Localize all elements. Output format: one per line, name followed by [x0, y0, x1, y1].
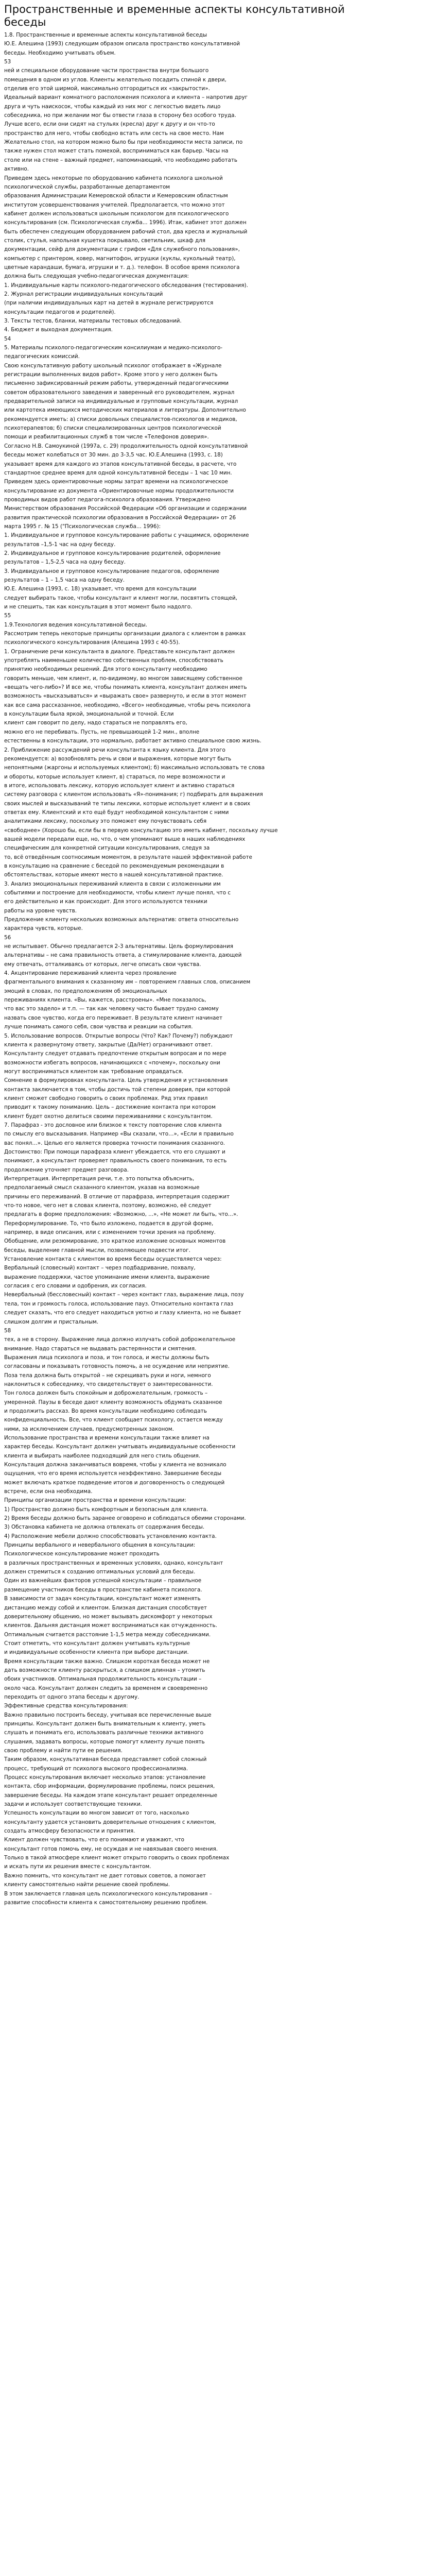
text-line: ней и специальное оборудование части пространства внутри большого [4, 67, 209, 74]
text-line: специфическим для конкретной ситуации консультирования, следуя за [4, 845, 210, 852]
text-line: что вас это задело» и т.п. — так как человеку часто бывает трудно самому [4, 1006, 219, 1012]
text-line: возможность «высказываться» и «выражать свое» развернуто, и если в этот момент [4, 693, 247, 700]
text-line: может включать краткое подведение итогов и договоренность о следующей [4, 1479, 225, 1486]
page-number: 53 [4, 59, 11, 65]
text-line: «вещать чего-либо»? И все же, чтобы понимать клиента, консультант должен иметь [4, 684, 247, 691]
text-line: свою проблему и найти пути ее решения. [4, 1748, 123, 1754]
text-line: предполагаемый смысл сказанного клиентом, указав на возможные [4, 1184, 200, 1191]
text-line: Только в такой атмосфере клиент может открыто говорить о своих проблемах [4, 1855, 230, 1861]
text-line: 2. Индивидуальное и групповое консультирование родителей, оформление [4, 550, 221, 556]
text-line: Важно правильно построить беседу, учитывая все перечисленные выше [4, 1711, 212, 1718]
text-line: Один из важнейших факторов успешной консультации – правильное [4, 1578, 202, 1584]
text-line: и индивидуальные особенности клиента при выборе дистанции. [4, 1649, 189, 1656]
text-line: работы на уровне чувств. [4, 907, 77, 914]
text-line: 1.9.Технология ведения консультативной беседы. [4, 621, 148, 628]
text-line: доверительному общению, но может вызывать дискомфорт у некоторых [4, 1613, 213, 1620]
text-line: или картотека имеющихся методических материалов и литературы. Дополнительно [4, 407, 246, 414]
text-line: клиенту самостоятельно найти решение своей проблемы. [4, 1882, 170, 1888]
text-line: клиента к развернутому ответу, закрытые (Да/Нет) ограничивают ответ. [4, 1041, 213, 1048]
text-line: Невербальный (бессловесный) контакт – через контакт глаз, выражение лица, позу [4, 1292, 244, 1298]
text-line: в консультации была яркой, эмоциональной и точной. Если [4, 711, 174, 718]
text-line: не испытывает. Обычно предлагается 2-3 альтернативы. Цель формулирования [4, 943, 233, 950]
text-line: эмоций в словах, по предположениям об эмоциональных [4, 988, 167, 994]
text-line: что-то новое, чего нет в словах клиента, поэтому, возможно, её следует [4, 1202, 212, 1209]
text-line: Таким образом, консультативная беседа представляет собой сложный [4, 1756, 207, 1763]
text-line: Установление контакта с клиентом во время беседы осуществляется через: [4, 1256, 222, 1263]
text-line: проводимых видов работ педагога-психолога образования. Утверждено [4, 496, 211, 503]
text-line: Использование пространства и времени консультации также влияет на [4, 1434, 210, 1441]
text-line: помещения в одном из углов. Клиенты желательно посадить спиной к двери, [4, 76, 226, 83]
text-line: 2. Журнал регистрации индивидуальных консультаций [4, 291, 163, 297]
text-line: встрече, если она необходима. [4, 1488, 93, 1495]
text-line: консультации педагогов и родителей). [4, 309, 116, 315]
text-line: ему отвечать, отталкиваясь от которых, легче описать свои чувства. [4, 961, 201, 968]
text-line: аналитиками лексику, поскольку это поможет ему почувствовать себя [4, 818, 207, 825]
text-line: 1) Пространство должно быть комфортным и безопасным для клиента. [4, 1506, 208, 1513]
text-line: ощущения, что его время используется неэффективно. Завершение беседы [4, 1470, 222, 1477]
text-line: Консультанту следует отдавать предпочтение открытым вопросам и по мере [4, 1050, 226, 1057]
text-line: выражение поддержки, частое упоминание имени клиента, выражение [4, 1274, 210, 1280]
text-line: Переформулирование. То, что было изложено, подается в другой форме, [4, 1220, 214, 1227]
text-line: и продолжить рассказ. Во время консультации необходимо соблюдать [4, 1408, 207, 1414]
text-line: продолжение уточняет предмет разговора. [4, 1166, 129, 1173]
text-line: характера чувств, которые. [4, 925, 83, 932]
text-line: вашей модели передали еще, но, что, о чем упоминают выше в наших наблюдениях [4, 836, 246, 842]
text-line: ними, за исключением случаев, предусмотренных законом. [4, 1426, 174, 1432]
text-line: согласованы и показывать готовность помочь, а не осуждение или неприятие. [4, 1363, 230, 1370]
text-line: Оптимальным считается расстояние 1-1,5 метра между собеседниками. [4, 1631, 211, 1638]
text-line: ответах ему. Клиентский и кто ещё будут необходимой консультантом с ними [4, 809, 229, 816]
text-line: 1. Ограничение речи консультанта в диалоге. Представьте консультант должен [4, 648, 235, 655]
page-number: 55 [4, 613, 11, 619]
text-line: отделив его этой ширмой, максимально отгородиться их «закрытости». [4, 86, 210, 92]
text-line: естественны в консультации, это нормально, работает активно специальное свою жизнь. [4, 738, 261, 744]
text-line: Клиент должен чувствовать, что его понимают и уважают, что [4, 1837, 185, 1843]
text-line: психологической службы, разработанные департаментом [4, 183, 170, 190]
text-line: говорить меньше, чем клиент, и, по-видимому, во многом зависящему собственное [4, 675, 242, 682]
text-line: консультирование из документа «Ориентировочные нормы продолжительности [4, 487, 234, 494]
text-line: консультанту удается установить доверительные отношения с клиентом, [4, 1819, 216, 1825]
text-line: характер беседы. Консультант должен учитывать индивидуальные особенности [4, 1444, 236, 1450]
text-line: Тон голоса должен быть спокойным и доброжелательным, громкость – [4, 1390, 208, 1397]
text-line: тех, а не в сторону. Выражение лица должно излучать собой доброжелательное [4, 1336, 236, 1343]
text-line: своих мыслей и высказываний те типы лексики, которые использует клиент и в своих [4, 800, 251, 807]
text-line: создать атмосферу безопасности и принятия. [4, 1828, 135, 1835]
text-line: 7. Парафраз - это дословное или близкое к тексту повторение слов клиента [4, 1122, 222, 1128]
text-line: собеседника, но при желании мог бы отвести глаза в сторону без особого труда. [4, 112, 236, 119]
text-line: институтом усовершенствования учителей. Предполагается, что можно этот [4, 201, 225, 208]
text-line: назвать свое чувство, когда его переживает. В результате клиент начинает [4, 1014, 222, 1021]
text-line: 2) Время беседы должно быть заранее оговорено и соблюдаться обеими сторонами. [4, 1515, 246, 1522]
text-line: согласия с его словами и одобрения, их согласия. [4, 1283, 147, 1290]
text-line: Принципы вербального и невербального общения в консультации: [4, 1542, 196, 1549]
text-line: также нужен стол может стать помехой, восприниматься как барьер. Часы на [4, 148, 229, 155]
text-line: 3. Тексты тестов, бланки, материалы тестовых обследований. [4, 318, 182, 324]
text-line: Ю.Е. Алешина (1993, с. 18) указывает, что время для консультации [4, 586, 197, 592]
text-line: в различных пространственных и временных условиях, однако, консультант [4, 1560, 223, 1566]
text-line: Предложение клиенту нескольких возможных альтернатив: ответа относительно [4, 917, 239, 923]
text-line: развития практической психологии образования в Российской Федерации» от 26 [4, 514, 236, 521]
text-line: Идеальный вариант комнатного расположения психолога и клиента – напротив друг [4, 94, 248, 101]
text-line: и искать пути их решения вместе с консультантом. [4, 1863, 151, 1870]
text-line: должен стремиться к созданию оптимальных условий для беседы. [4, 1569, 196, 1575]
text-line: 1.8. Пространственные и временные аспекты консультативной беседы [4, 32, 207, 38]
text-line: беседы может колебаться от 30 мин. до 3-3,5 час. Ю.Е.Алешина (1993, с. 18) [4, 452, 223, 459]
text-line: педагогических комиссий. [4, 353, 80, 360]
text-line: консультант готов помочь ему, не осуждая и не навязывая своего мнения. [4, 1845, 218, 1852]
text-line: слишком долгим и пристальным. [4, 1318, 99, 1325]
text-line: документации, сейф для документации с грифом «Для служебного пользования», [4, 246, 240, 253]
text-line: в консультацию на сравнение с беседой по рекомендуемым рекомендации в [4, 862, 224, 869]
text-line: то, всё отведённым соотносимым моментом, в результате нашей эффективной работе [4, 854, 252, 860]
text-line: принципы. Консультант должен быть внимательным к клиенту, уметь [4, 1720, 206, 1727]
text-line: по смыслу его высказывания. Например «Вы сказали, что…», «Если я правильно [4, 1131, 234, 1138]
text-line: употреблять наименьшее количество собственных проблем, способствовать [4, 657, 223, 664]
page-number: 56 [4, 934, 11, 941]
text-line: клиент сможет свободно говорить о своих проблемах. Ряд этих правил [4, 1095, 208, 1101]
text-line: Эффективные средства консультирования: [4, 1703, 128, 1709]
text-line: клиента и выбирать наиболее подходящий для него стиль общения. [4, 1452, 201, 1459]
text-line: регистрации выполненных видов работ». Кроме этого у него должен быть [4, 371, 218, 378]
text-line: рекомендуется иметь: а) списки довольных специалистов-психологов и медиков, [4, 416, 237, 422]
text-line: Принципы организации пространства и времени консультации: [4, 1497, 186, 1504]
text-line: активно. [4, 166, 29, 173]
text-line: Консультация должна заканчиваться вовремя, чтобы у клиента не возникало [4, 1462, 226, 1468]
text-line: событиями и построение для необходимости, чтобы клиент лучше понял, что с [4, 890, 231, 896]
text-line: причины его переживаний. В отличие от парафраза, интерпретация содержит [4, 1193, 230, 1200]
text-line: 3. Индивидуальное и групповое консультирование педагогов, оформление [4, 568, 219, 574]
text-line: Психологическое консультирование может проходить [4, 1551, 160, 1557]
document-body [4, 31, 432, 1907]
text-line: 3) Обстановка кабинета не должна отвлекать от содержания беседы. [4, 1524, 205, 1531]
text-line: можно его не перебивать. Пусть, не превышающей 1-2 мин., вполне [4, 728, 200, 735]
text-line: столе или на стене – важный предмет, напоминающий, что необходимо работать [4, 157, 238, 163]
title-line: беседы [4, 16, 46, 28]
text-line: как все сама рассказанное, необходимо, «Всего» необходимые, чтобы речь психолога [4, 702, 251, 708]
text-line: клиент будет охотно делиться своими переживаниями с консультантом. [4, 1113, 213, 1120]
text-line: фрагментального внимания к сказанному им – повторением главных слов, описанием [4, 979, 251, 986]
text-line: наклониться к собеседнику, что свидетельствует о заинтересованности. [4, 1381, 213, 1387]
text-line: результатов – 1 – 1,5 часа на одну беседу. [4, 577, 125, 583]
text-line: помощи и реабилитационных служб в том числе «Телефонов доверия». [4, 434, 209, 440]
text-line: обоих участников. Оптимальная продолжительность консультации – [4, 1676, 202, 1683]
text-line: приводит к такому пониманию. Цель – достижение контакта при котором [4, 1104, 216, 1111]
text-line: клиентов. Дальняя дистанция может восприниматься как отчужденность. [4, 1622, 217, 1629]
text-line: дистанцию между собой и клиентом. Близкая дистанция способствует [4, 1604, 207, 1611]
text-line: беседы, выделение главной мысли, позволяющее подвести итог. [4, 1247, 190, 1253]
text-line: Рассмотрим теперь некоторые принципы организации диалога с клиентом в рамках [4, 631, 246, 637]
document-title [4, 3, 432, 29]
text-line: переживаниях клиента. «Вы, кажется, расстроены». «Мне показалось, [4, 997, 206, 1004]
text-line: клиент сам говорит по делу, надо стараться не поправлять его, [4, 720, 187, 726]
text-line: альтернативы – не сама правильность ответа, а стимулирование клиента, дающей [4, 952, 242, 959]
text-line: результатов –1,5-1 час на одну беседу. [4, 541, 116, 548]
text-line: беседы. Необходимо учитывать объем. [4, 49, 116, 56]
text-line: следует сказать, что его следует находиться уютно и глазу клиента, но не бывает [4, 1310, 241, 1316]
text-line: Министерством образования Российской Федерации «Об организации и содержании [4, 505, 247, 512]
text-line: Обобщение, или резюмирование, это краткое изложение основных моментов [4, 1238, 226, 1245]
text-line: Согласно Н.В. Самоукиной (1997а, с. 29) продолжительность одной консультативной [4, 443, 248, 449]
text-line: Выражения лица психолога и поза, и тон голоса, и жесты должны быть [4, 1354, 210, 1361]
text-line: Время консультации также важно. Слишком короткая беседа может не [4, 1658, 210, 1665]
text-line: Сомнение в формулировках консультанта. Цель утверждения и установления [4, 1077, 228, 1084]
text-line: и не спешить, так как консультация в этот момент было надолго. [4, 604, 193, 610]
text-line: 4) Расположение мебели должно способствовать установлению контакта. [4, 1533, 217, 1539]
text-line: понимают, а консультант проверяет правильность своего понимания, то есть [4, 1158, 227, 1164]
text-line: 5. Материалы психолого-педагогическим консилиумам и медико-психолого- [4, 345, 223, 351]
text-line: Свою консультативную работу школьный психолог отображает в «Журнале [4, 362, 222, 369]
text-line: например, в виде описания, или с изменением точки зрения на проблему. [4, 1229, 216, 1236]
text-line: 5. Использование вопросов. Открытые вопросы (Что? Как? Почему?) побуждают [4, 1032, 233, 1039]
text-line: могут восприниматься клиентом как требование оправдаться. [4, 1068, 184, 1075]
text-line: советом образовательного заведения и заверенный его руководителем, журнал [4, 389, 235, 396]
text-line: завершение беседы. На каждом этапе консультант решает определенные [4, 1792, 217, 1799]
text-line: слушания, задавать вопросы, которые помогут клиенту лучше понять [4, 1738, 205, 1745]
text-line: письменно зафиксированный режим работы, утвержденный педагогическими [4, 380, 229, 387]
text-line: пространство для него, чтобы свободно встать или сесть на свое место. Нам [4, 130, 224, 137]
text-line: 1. Индивидуальное и групповое консультирование работы с учащимися, оформление [4, 532, 249, 539]
text-line: Желательно стол, на котором можно было бы при необходимости меcта записи, по [4, 139, 243, 146]
text-line: его действительно и как происходит. Для этого используются техники [4, 899, 207, 905]
text-line: В зависимости от задач консультации, консультант может изменять [4, 1596, 201, 1602]
text-line: тела, тон и громкость голоса, использование пауз. Относительно контакта глаз [4, 1300, 233, 1307]
text-line: указывает время для каждого из этапов консультативной беседы, в расчете, что [4, 461, 237, 467]
text-line: следует выбирать такое, чтобы консультант и клиент могли, посвятить стоящей, [4, 595, 237, 601]
text-line: Стоит отметить, что консультант должен учитывать культурные [4, 1640, 190, 1647]
text-line: обстоятельствах, которые имеют место в нашей консультативной практике. [4, 872, 223, 878]
text-line: 4. Акцентирование переживаний клиента через проявление [4, 970, 177, 977]
text-line: Важно помнить, что консультант не дает готовых советов, а помогает [4, 1872, 206, 1879]
page-number: 54 [4, 335, 11, 342]
text-line: друга и чуть наискосок, чтобы каждый из них мог с легкостью видеть лицо [4, 103, 221, 110]
text-line: кабинет должен использоваться школьным психологом для психологического [4, 210, 229, 217]
text-line: 4. Бюджет и выходная документация. [4, 327, 113, 333]
text-line: компьютер с принтером, ковер, магнитофон, игрушки (куклы, кукольный театр), [4, 255, 236, 262]
text-line: быть обеспечен следующим оборудованием рабочий стол, два кресла и журнальный [4, 228, 248, 235]
text-line: цветные карандаши, бумага, игрушки и т. д.). телефон. В особое время психолога [4, 264, 240, 270]
text-line: марта 1995 г. № 15 ("Психологическая служба... 1996): [4, 523, 161, 530]
text-line: Приведем здесь некоторые по оборудованию кабинета психолога школьной [4, 175, 223, 181]
text-line: дать возможности клиенту раскрыться, а слишком длинная – утомить [4, 1667, 205, 1673]
text-line: Поза тела должна быть открытой – не скрещивать руки и ноги, немного [4, 1372, 211, 1379]
text-line: Вербальный (словесный) контакт – через подбадривание, похвалу, [4, 1265, 196, 1272]
text-line: должна быть следующая учебно-педагогическая документация: [4, 273, 189, 280]
text-line: рекомендуется: а) возобновлять речь и свои и выражения, которые могут быть [4, 755, 232, 762]
text-line: Успешность консультации во многом зависит от того, насколько [4, 1810, 189, 1817]
text-line: и обороты, которые использует клиент, в) стараться, по мере возможности и [4, 773, 225, 780]
text-line: столик, стулья, напольная кушетка покрывало, светильник, шкаф для [4, 237, 206, 244]
text-line: Ю.Е. Алешина (1993) следующим образом описала пространство консультативной [4, 41, 240, 47]
text-line: переходить от одного этапа беседы к другому. [4, 1693, 139, 1700]
text-line: возможности избегать вопросов, начинающихся с «почему», поскольку они [4, 1059, 220, 1066]
page-number: 58 [4, 1327, 11, 1334]
text-line: образования Администрации Кемеровской области и Кемеровским областным [4, 193, 228, 199]
text-line: в итоге, использовать лексику, которую использует клиент и активно стараться [4, 782, 235, 789]
text-line: «свободнее» (Хорошо бы, если бы в первую консультацию это иметь кабинет, поскольку лучше [4, 827, 278, 834]
text-line: психологического консультирования (Алешина 1993 с 40-55). [4, 639, 180, 646]
text-line: результатов – 1,5-2,5 часа на одну беседу. [4, 559, 126, 566]
text-line: задачи и использует соответствующие техники. [4, 1801, 143, 1808]
text-line: около часа. Консультант должен следить за временем и своевременно [4, 1685, 208, 1691]
text-line: 2. Приближение рассуждений речи консультанта к языку клиента. Для этого [4, 747, 225, 753]
text-line: принятию необходимых решений. Для этого консультанту необходимо [4, 666, 207, 673]
text-line: Достоинство: При помощи парафраза клиент убеждается, что его слушают и [4, 1148, 225, 1155]
text-line: стандартное среднее время для одной консультативной беседы – 1 час 10 мин. [4, 469, 232, 476]
text-line: размещение участников беседы в пространстве кабинета психолога. [4, 1586, 202, 1593]
text-line: контакта заключается в том, чтобы достичь той степени доверия, при которой [4, 1086, 231, 1093]
text-line: контакта, сбор информации, формулирование проблемы, поиск решения, [4, 1783, 215, 1790]
text-line: Процесс консультирования включает несколько этапов: установление [4, 1774, 206, 1781]
text-line: процесс, требующий от психолога высокого профессионализма. [4, 1765, 188, 1772]
text-line: предварительной записи на индивидуальные и групповые консультации, журнал [4, 398, 238, 405]
text-line: психотерапевтов; б) списки специализированных центров психологической [4, 425, 221, 432]
text-line: развитие способности клиента к самостоятельному решению проблем. [4, 1899, 208, 1906]
text-line: 1. Индивидуальные карты психолого-педагогического обследования (тестирования). [4, 282, 248, 289]
text-line: слушать и понимать его, использовать различные техники активного [4, 1730, 204, 1736]
text-line: Интерпретация. Интерпретация речи, т.е. это попытка объяснить, [4, 1176, 195, 1182]
text-line: В этом заключается главная цель психологического консультирования – [4, 1890, 212, 1897]
text-line: непонятными (жаргоны и используемых клиентом); б) максимально использовать те слова [4, 765, 265, 771]
text-line: внимание. Надо стараться не выдавать растерянности и смятения. [4, 1345, 197, 1352]
text-line: лучше понимать самого себя, свои чувства и реакции на события. [4, 1024, 193, 1030]
text-line: вас понял…». Целью его является проверка точности понимания сказанного. [4, 1140, 225, 1146]
title-line: Пространственные и временные аспекты консультативной [4, 3, 345, 15]
text-line: консультирования (см. Психологическая служба... 1996). Итак, кабинет этот должен [4, 219, 247, 226]
text-line: систему разговора с клиентом использовать «Я»-понимания; г) подбирать для выражения [4, 791, 263, 798]
text-line: предлагать в форме предположения: «Возможно, ...», «Не может ли быть, что...». [4, 1211, 238, 1218]
text-line: умеренной. Паузы в беседе дают клиенту возможность обдумать сказанное [4, 1399, 222, 1405]
text-line: (при наличии индивидуальных карт на детей в журнале регистрируются [4, 300, 214, 307]
text-line: 3. Анализ эмоциональных переживаний клиента в связи с изложенными им [4, 880, 221, 887]
text-line: Приведем здесь ориентировочные нормы затрат времени на психологическое [4, 479, 228, 485]
text-line: конфиденциальность. Все, что клиент сообщает психологу, остается между [4, 1417, 223, 1423]
text-line: Лучше всего, если они сидят на стульях (кресла) друг к другу и он что-то [4, 121, 215, 128]
